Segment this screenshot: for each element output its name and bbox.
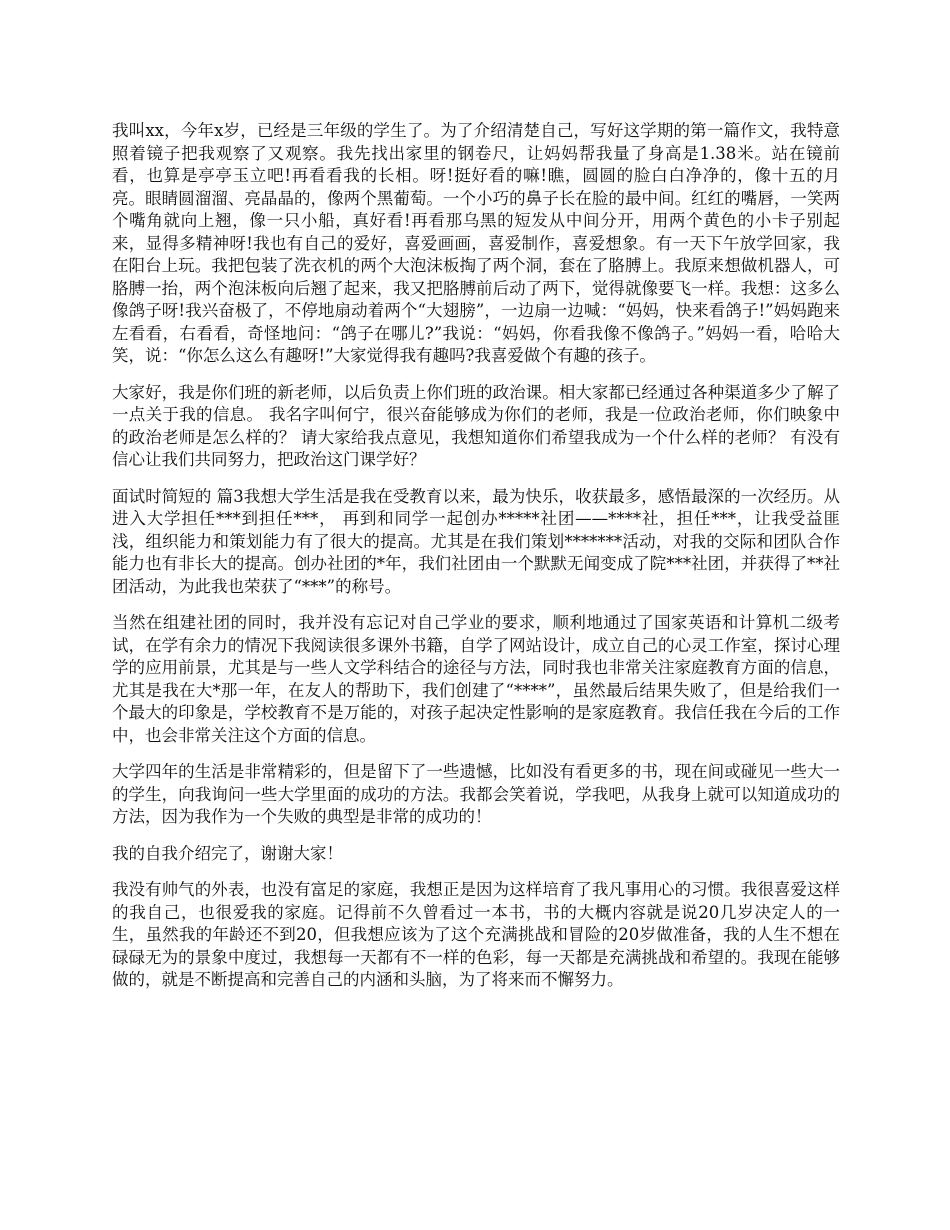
paragraph-teacher-greeting: 大家好，我是你们班的新老师，以后负责上你们班的政治课。相大家都已经通过各种渠道多少了解了一点关于我的信息。 我名字叫何宁，很兴奋能够成为你们的老师，我是一位政治老师，你们映象中的政治老师是怎么样的？ 请大家给我点意见，我想知道你们希望我成为一个什么样的老师？ 有没有信心让我们共同努力，把政治这门课学好？ xyxy=(112,382,840,469)
paragraph-university-experience: 面试时简短的 篇3我想大学生活是我在受教育以来，最为快乐，收获最多，感悟最深的一次经历。从进入大学担任***到担任***， 再到和同学一起创办*****社团——****社，担任***，让我受益匪浅，组织能力和策划能力有了很大的提高。尤其是在我们策划*******活动，对我的交际和团队合作能力也有非长大的提高。创办社团的*年，我们社团由一个默默无闻变成了院***社团，并获得了**社团活动，为此我也荣获了“***”的称号。 xyxy=(112,486,840,596)
paragraph-closing-thanks: 我的自我介绍完了，谢谢大家！ xyxy=(112,843,343,863)
paragraph-university-regrets: 大学四年的生活是非常精彩的，但是留下了一些遗憾，比如没有看更多的书，现在间或碰见一些大一的学生，向我询问一些大学里面的成功的方法。我都会笑着说，学我吧，从我身上就可以知道成功的方法，因为我作为一个失败的典型是非常的成功的！ xyxy=(112,762,840,826)
paragraph-studies-and-clubs: 当然在组建社团的同时，我并没有忘记对自己学业的要求，顺利地通过了国家英语和计算机二级考试，在学有余力的情况下我阅读很多课外书籍，自学了网站设计，成立自己的心灵工作室，探讨心理学的应用前景，尤其是与一些人文学科结合的途径与方法，同时我也非常关注家庭教育方面的信息，尤其是我在大*那一年，在友人的帮助下，我们创建了“****”，虽然最后结果失败了，但是给我们一个最大的印象是，学校教育不是万能的，对孩子起决定性影响的是家庭教育。我信任我在今后的工作中，也会非常关注这个方面的信息。 xyxy=(112,613,840,745)
paragraph-personal-aspirations: 我没有帅气的外表，也没有富足的家庭，我想正是因为这样培育了我凡事用心的习惯。我很喜爱这样的我自己，也很爱我的家庭。记得前不久曾看过一本书，书的大概内容就是说20几岁决定人的一生，虽然我的年龄还不到20，但我想应该为了这个充满挑战和冒险的20岁做准备，我的人生不想在碌碌无为的景象中度过，我想每一天都有不一样的色彩，每一天都是充满挑战和希望的。我现在能够做的，就是不断提高和完善自己的内涵和头脑，为了将来而不懈努力。 xyxy=(112,880,840,989)
document-body xyxy=(112,120,840,1006)
paragraph-self-intro-child: 我叫xx，今年x岁，已经是三年级的学生了。为了介绍清楚自己，写好这学期的第一篇作文，我特意照着镜子把我观察了又观察。我先找出家里的钢卷尺，让妈妈帮我量了身高是1.38米。站在镜前看，也算是亭亭玉立吧!再看看我的长相。呀!挺好看的嘛!瞧，圆圆的脸白白净净的，像十五的月亮。眼睛圆溜溜、亮晶晶的，像两个黑葡萄。一个小巧的鼻子长在脸的最中间。红红的嘴唇，一笑两个嘴角就向上翘，像一只小船，真好看!再看那乌黑的短发从中间分开，用两个黄色的小卡子别起来，显得多精神呀!我也有自己的爱好，喜爱画画，喜爱制作，喜爱想象。有一天下午放学回家，我在阳台上玩。我把包装了洗衣机的两个大泡沫板掏了两个洞，套在了胳膊上。我原来想做机器人，可胳膊一抬，两个泡沫板向后翘了起来，我又把胳膊前后动了两下，觉得就像要飞一样。我想：这多么像鸽子呀!我兴奋极了，不停地扇动着两个“大翅膀”，一边扇一边喊：“妈妈，快来看鸽子!”妈妈跑来左看看，右看看，奇怪地问：“鸽子在哪儿?”我说：“妈妈，你看我像不像鸽子。”妈妈一看，哈哈大笑，说：“你怎么这么有趣呀!”大家觉得我有趣吗?我喜爱做个有趣的孩子。 xyxy=(112,121,840,365)
